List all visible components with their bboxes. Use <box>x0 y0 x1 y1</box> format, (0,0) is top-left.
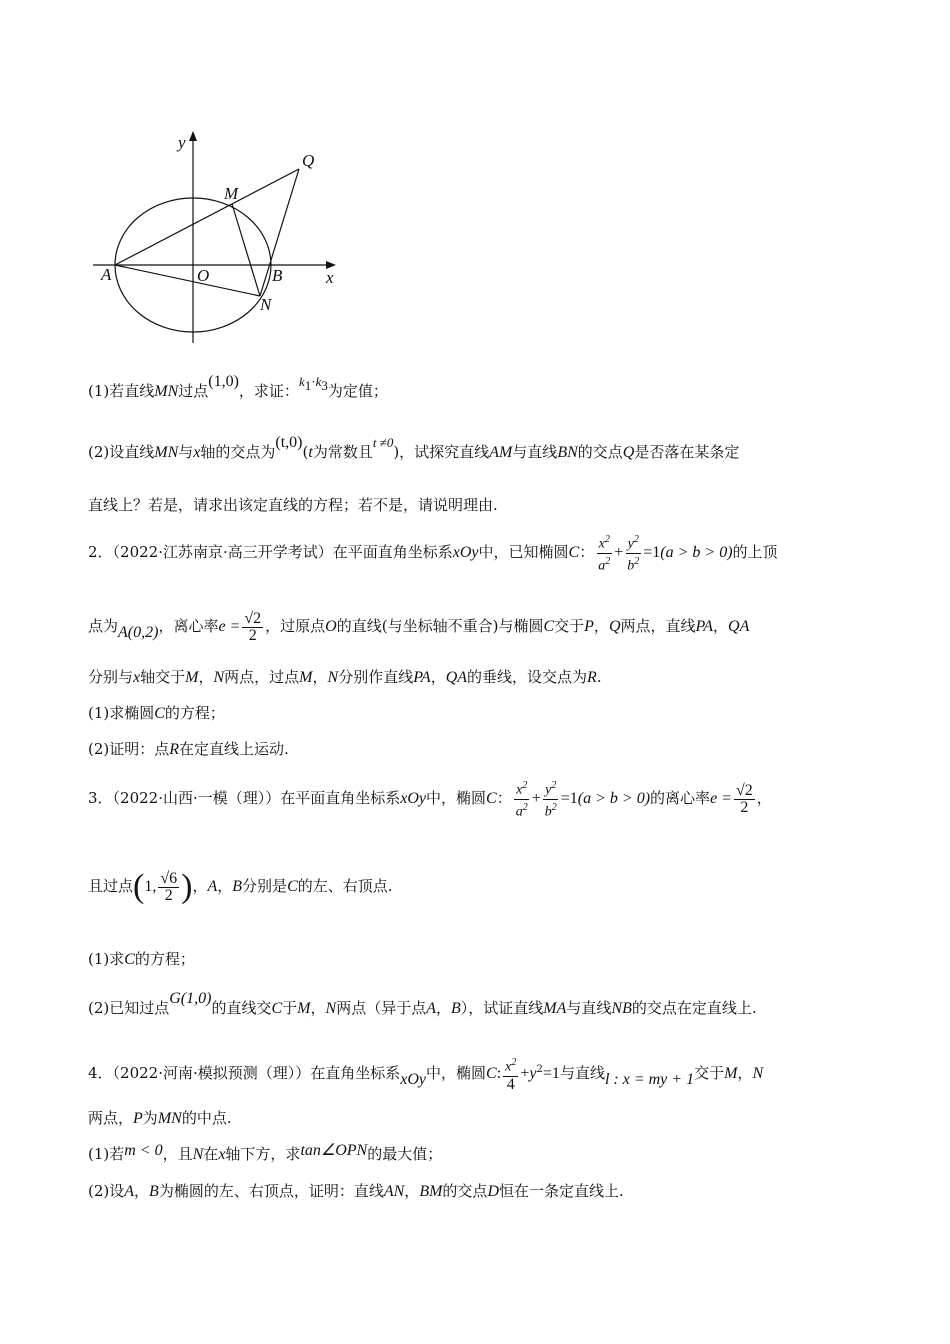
p2-line-2: 点为A(0,2)，离心率e = $\frac{√2}{2}$ ，过原点O的直线(与坐标轴不重合)与椭圆C交于P，Q两点，直线PA，QA <box>88 609 750 644</box>
line-AN <box>115 265 260 296</box>
p3-line-2: 且过点(1, $\frac{√6}{2}$ )，A，B分别是C的左、右顶点. <box>88 868 393 905</box>
label-O: O <box>197 266 210 285</box>
label-A: A <box>101 265 112 284</box>
p4-question-1: (1)若m < 0，且N在x轴下方，求tan∠OPN的最大值； <box>88 1142 443 1163</box>
p4-line-2: 两点，P为MN的中点. <box>88 1109 232 1127</box>
label-N: N <box>260 295 272 314</box>
label-x: x <box>326 268 334 287</box>
line-MN <box>232 204 260 296</box>
p1-question-2-cont: 直线上？若是，请求出该定直线的方程；若不是，请说明理由. <box>88 496 498 514</box>
p1-question-2: (2)设直线MN与x轴的交点为(t,0)(t为常数且t ≠0)，试探究直线AM与直线BN的交点Q是否落在某条定 <box>88 434 740 461</box>
p2-question-2: (2)证明：点R在定直线上运动. <box>88 740 289 758</box>
p4-header: 4．（2022·河南·模拟预测（理））在直角坐标系xOy中，椭圆C: $\frac{x^2}{4}$ $+y^2=1$与直线l : x = my + 1交于M，N <box>88 1057 764 1093</box>
label-y: y <box>178 133 186 152</box>
p3-question-1: (1)求C的方程； <box>88 950 195 968</box>
label-Q: Q <box>302 151 315 170</box>
p2-line-3: 分别与x轴交于M，N两点，过点M，N分别作直线PA，QA的垂线，设交点为R. <box>88 668 602 686</box>
label-B: B <box>272 266 283 285</box>
p3-header: 3．（2022·山西·一模（理））在平面直角坐标系xOy中，椭圆C： $\frac{x^2}{a^2}$ + $\frac{y^2}{b^2}$ =1(a > b > 0)的离心率e = $\frac{√2}{2}$ ， <box>88 780 772 820</box>
y-axis-arrow <box>189 131 197 141</box>
p4-question-2: (2)设A，B为椭圆的左、右顶点，证明：直线AN，BM的交点D恒在一条定直线上. <box>88 1182 624 1200</box>
ellipse-figure <box>88 128 348 353</box>
p1-question-1: (1)若直线MN过点(1,0)，求证：$k_1\cdot k_3$为定值； <box>88 373 388 400</box>
p3-question-2: (2)已知过点G(1,0)的直线交C于M，N两点（异于点A，B），试证直线MA与直线NB的交点在定直线上. <box>88 990 757 1017</box>
p2-header: 2．（2022·江苏南京·高三开学考试）在平面直角坐标系xOy中，已知椭圆C： $\frac{x^2}{a^2}$ + $\frac{y^2}{b^2}$ =1(a > b > 0)的上顶 <box>88 534 778 574</box>
p2-question-1: (1)求椭圆C的方程； <box>88 704 225 722</box>
label-M: M <box>224 184 239 203</box>
line-AQ <box>115 169 299 265</box>
